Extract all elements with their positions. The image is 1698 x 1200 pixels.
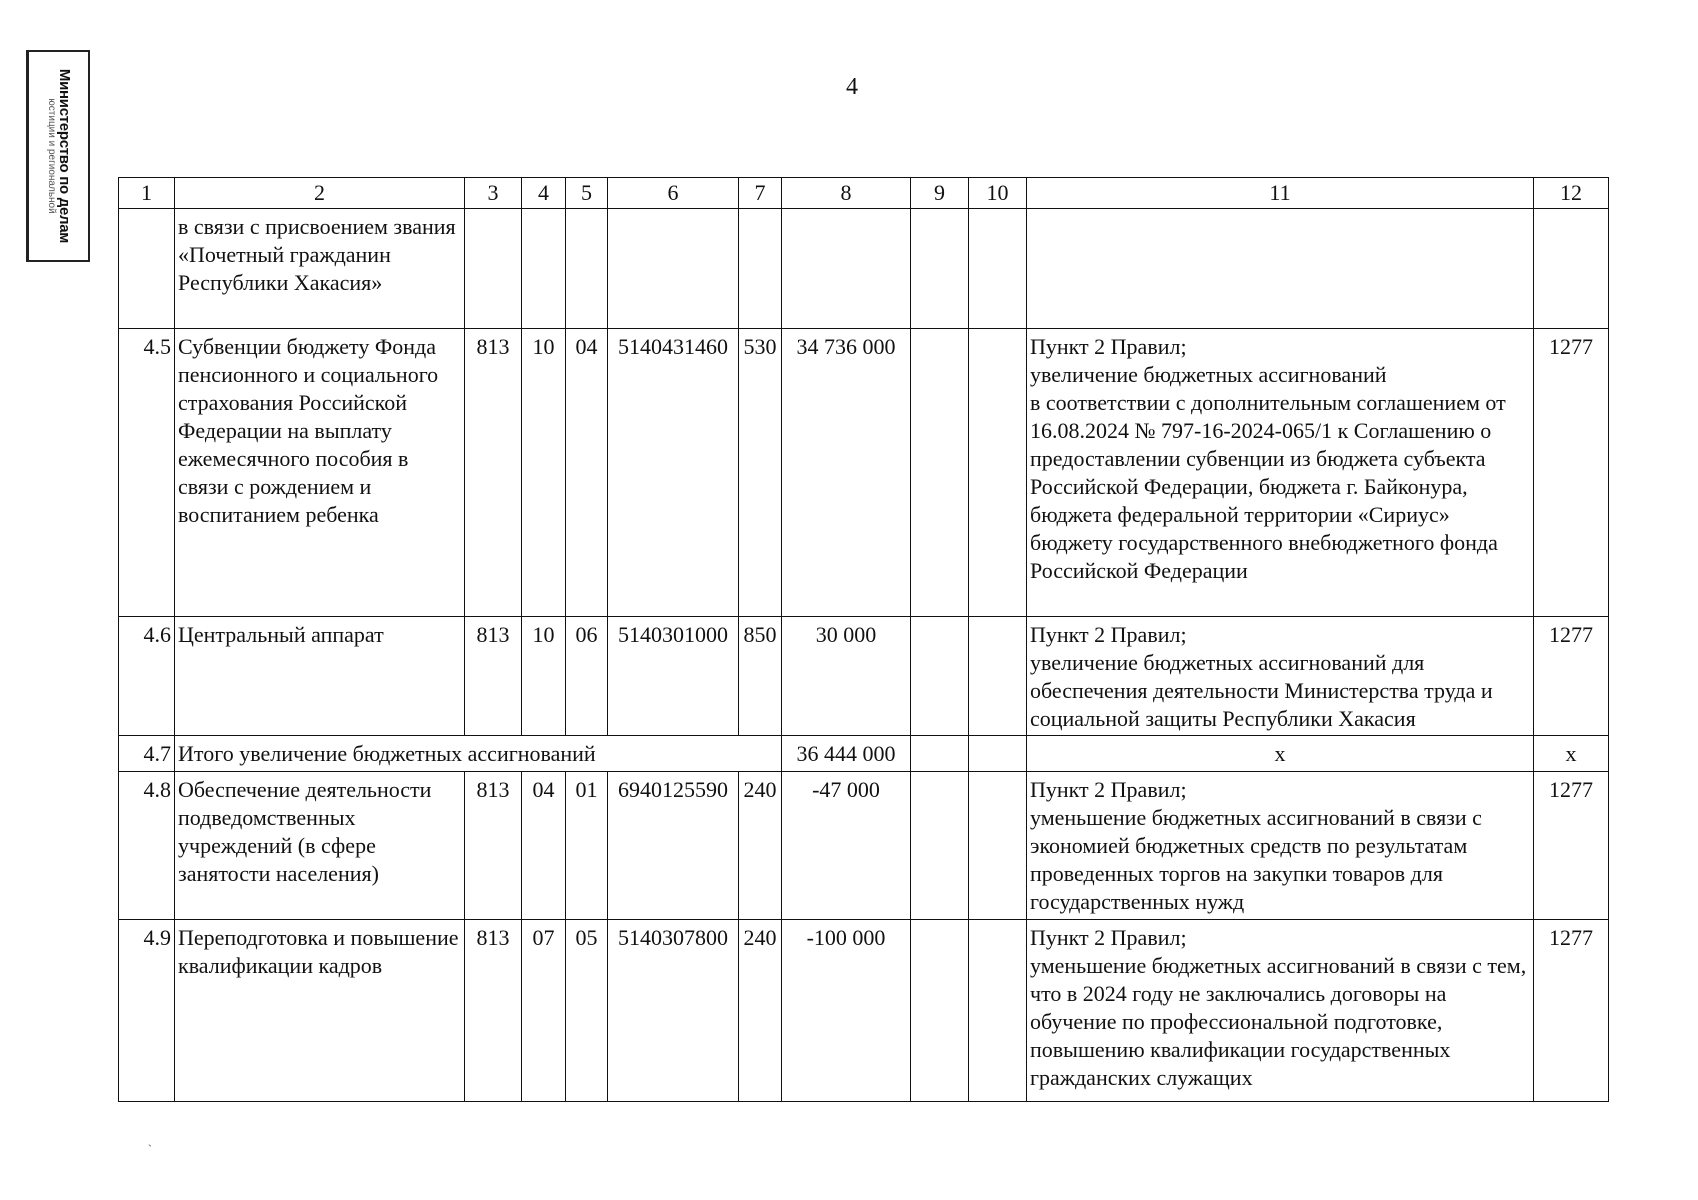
header-cell: 7 — [739, 178, 782, 209]
cell-col12: 1277 — [1534, 920, 1609, 1102]
row-name: Переподготовка и повышение квалификации кадров — [175, 920, 465, 1102]
row-number — [119, 209, 175, 329]
cell-col5 — [566, 209, 608, 329]
row-basis: Пункт 2 Правил; увеличение бюджетных ассигнований для обеспечения деятельности Министерства труда и социальной защиты Республики Хакасия — [1027, 617, 1534, 736]
cell-col7: 240 — [739, 772, 782, 920]
cell-col12: 1277 — [1534, 329, 1609, 617]
header-cell: 6 — [608, 178, 739, 209]
budget-table — [118, 177, 1609, 1102]
row-name: Центральный аппарат — [175, 617, 465, 736]
row-amount: 34 736 000 — [782, 329, 911, 617]
cell-col6 — [608, 209, 739, 329]
row-amount: -100 000 — [782, 920, 911, 1102]
cell-col4: 07 — [522, 920, 566, 1102]
cell-col6: 5140431460 — [608, 329, 739, 617]
total-basis: x — [1027, 736, 1534, 772]
header-cell: 5 — [566, 178, 608, 209]
cell-col4: 04 — [522, 772, 566, 920]
stamp-line-2: юстиции и региональной — [45, 98, 57, 214]
cell-col6: 5140301000 — [608, 617, 739, 736]
cell-col4: 10 — [522, 617, 566, 736]
cell-col7 — [739, 209, 782, 329]
ministry-stamp — [26, 50, 90, 262]
table-row — [119, 920, 1609, 1102]
cell-col12: 1277 — [1534, 772, 1609, 920]
cell-col6: 5140307800 — [608, 920, 739, 1102]
header-cell: 10 — [969, 178, 1027, 209]
row-basis: Пункт 2 Правил; уменьшение бюджетных ассигнований в связи с экономией бюджетных средств по результатам проведенных торгов на закупки товаров для государственных нужд — [1027, 772, 1534, 920]
cell-col3 — [465, 209, 522, 329]
cell-col3: 813 — [465, 329, 522, 617]
row-number: 4.6 — [119, 617, 175, 736]
row-amount: 30 000 — [782, 617, 911, 736]
cell-col10 — [969, 617, 1027, 736]
row-amount: -47 000 — [782, 772, 911, 920]
row-name: Субвенции бюджету Фонда пенсионного и социального страхования Российской Федерации на выплату ежемесячного пособия в связи с рождением и воспитанием ребенка — [175, 329, 465, 617]
row-name: Обеспечение деятельности подведомственных учреждений (в сфере занятости населения) — [175, 772, 465, 920]
row-basis — [1027, 209, 1534, 329]
table-row — [119, 329, 1609, 617]
header-cell: 4 — [522, 178, 566, 209]
cell-col9 — [911, 736, 969, 772]
cell-col3: 813 — [465, 617, 522, 736]
cell-col3: 813 — [465, 920, 522, 1102]
header-cell: 1 — [119, 178, 175, 209]
total-amount: 36 444 000 — [782, 736, 911, 772]
row-basis: Пункт 2 Правил; увеличение бюджетных ассигнований в соответствии с дополнительным соглашением от 16.08.2024 № 797-16-2024-065/1 к Соглашению о предоставлении субвенции из бюджета субъекта Российской Федерации, бюджета г. Байконура, бюджета федеральной территории «Сириус» бюджету государственного внебюджетного фонда Российской Федерации — [1027, 329, 1534, 617]
header-row — [119, 178, 1609, 209]
cell-col10 — [969, 772, 1027, 920]
row-amount — [782, 209, 911, 329]
cell-col4: 10 — [522, 329, 566, 617]
cell-col9 — [911, 617, 969, 736]
cell-col5: 06 — [566, 617, 608, 736]
header-cell: 11 — [1027, 178, 1534, 209]
total-label: Итого увеличение бюджетных ассигнований — [175, 736, 782, 772]
total-row — [119, 736, 1609, 772]
cell-col5: 01 — [566, 772, 608, 920]
row-number: 4.9 — [119, 920, 175, 1102]
cell-col5: 04 — [566, 329, 608, 617]
header-cell: 3 — [465, 178, 522, 209]
row-name: в связи с присвоением звания «Почетный гражданин Республики Хакасия» — [175, 209, 465, 329]
cell-col9 — [911, 329, 969, 617]
cell-col9 — [911, 209, 969, 329]
header-cell: 9 — [911, 178, 969, 209]
header-cell: 2 — [175, 178, 465, 209]
row-number: 4.5 — [119, 329, 175, 617]
cell-col9 — [911, 772, 969, 920]
cell-col7: 240 — [739, 920, 782, 1102]
table-row — [119, 772, 1609, 920]
row-basis: Пункт 2 Правил; уменьшение бюджетных ассигнований в связи с тем, что в 2024 году не заключались договоры на обучение по профессиональной подготовке, повышению квалификации государственных гражданских служащих — [1027, 920, 1534, 1102]
cell-col5: 05 — [566, 920, 608, 1102]
cell-col12 — [1534, 209, 1609, 329]
row-number: 4.7 — [119, 736, 175, 772]
cell-col10 — [969, 736, 1027, 772]
cell-col12: 1277 — [1534, 617, 1609, 736]
header-cell: 8 — [782, 178, 911, 209]
cell-col7: 850 — [739, 617, 782, 736]
page-number: 4 — [846, 74, 858, 100]
cell-col10 — [969, 920, 1027, 1102]
stamp-line-1: Министерство по делам — [55, 68, 73, 244]
scan-speck: ` — [148, 1142, 152, 1156]
cell-col7: 530 — [739, 329, 782, 617]
header-cell: 12 — [1534, 178, 1609, 209]
cell-col10 — [969, 329, 1027, 617]
row-number: 4.8 — [119, 772, 175, 920]
table-row — [119, 209, 1609, 329]
table-row — [119, 617, 1609, 736]
cell-col12: x — [1534, 736, 1609, 772]
cell-col10 — [969, 209, 1027, 329]
cell-col9 — [911, 920, 969, 1102]
cell-col4 — [522, 209, 566, 329]
cell-col6: 6940125590 — [608, 772, 739, 920]
cell-col3: 813 — [465, 772, 522, 920]
